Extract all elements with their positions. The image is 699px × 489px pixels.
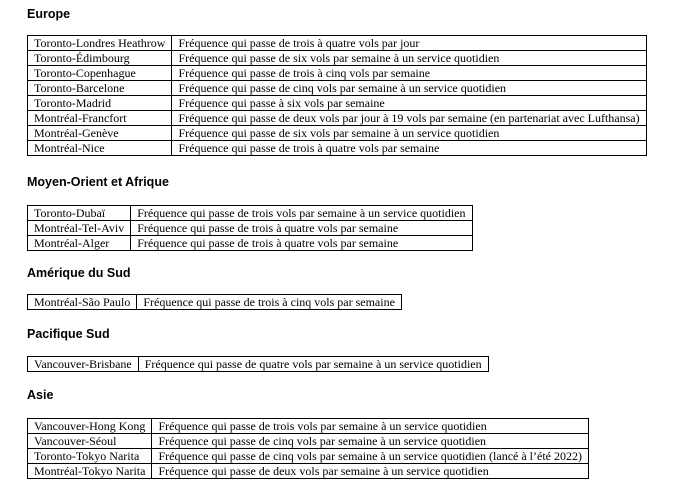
table-row: [28, 464, 589, 479]
table-asia: [27, 418, 589, 479]
route-cell: Toronto-Copenhague: [28, 66, 172, 81]
table-south-pacific: [27, 356, 489, 372]
route-cell: Toronto-Édimbourg: [28, 51, 172, 66]
table-row: [28, 51, 647, 66]
route-cell: Montréal-Alger: [28, 236, 131, 251]
frequency-cell: Fréquence qui passe de trois à cinq vols par semaine: [137, 295, 402, 310]
route-cell: Montréal-Francfort: [28, 111, 172, 126]
route-cell: Montréal-São Paulo: [28, 295, 137, 310]
table-row: [28, 419, 589, 434]
table-row: [28, 221, 473, 236]
table-row: [28, 126, 647, 141]
table-row: [28, 96, 647, 111]
route-cell: Toronto-Madrid: [28, 96, 172, 111]
frequency-cell: Fréquence qui passe de six vols par semaine à un service quotidien: [172, 126, 646, 141]
table-europe: [27, 35, 647, 156]
frequency-cell: Fréquence qui passe de cinq vols par semaine à un service quotidien: [172, 81, 646, 96]
frequency-cell: Fréquence qui passe de cinq vols par semaine à un service quotidien: [152, 434, 589, 449]
frequency-cell: Fréquence qui passe de deux vols par jour à 19 vols par semaine (en partenariat avec Lufthansa): [172, 111, 646, 126]
section-title-south-america: Amérique du Sud: [27, 266, 131, 280]
route-cell: Montréal-Tel-Aviv: [28, 221, 131, 236]
table-middle-east-africa: [27, 205, 473, 251]
table-row: [28, 111, 647, 126]
table-row: [28, 357, 489, 372]
frequency-cell: Fréquence qui passe de trois à quatre vols par semaine: [131, 221, 472, 236]
route-cell: Vancouver-Hong Kong: [28, 419, 152, 434]
route-cell: Toronto-Barcelone: [28, 81, 172, 96]
section-title-europe: Europe: [27, 7, 71, 21]
section-title-south-pacific: Pacifique Sud: [27, 327, 110, 341]
table-row: [28, 434, 589, 449]
route-cell: Vancouver-Brisbane: [28, 357, 139, 372]
route-cell: Montréal-Genève: [28, 126, 172, 141]
frequency-cell: Fréquence qui passe de trois vols par semaine à un service quotidien: [131, 206, 472, 221]
section-title-middle-east-africa: Moyen-Orient et Afrique: [27, 175, 169, 189]
table-row: [28, 36, 647, 51]
table-row: [28, 206, 473, 221]
frequency-cell: Fréquence qui passe de trois à cinq vols par semaine: [172, 66, 646, 81]
frequency-cell: Fréquence qui passe de trois vols par semaine à un service quotidien: [152, 419, 589, 434]
frequency-cell: Fréquence qui passe de trois à quatre vols par semaine: [172, 141, 646, 156]
table-row: [28, 81, 647, 96]
frequency-cell: Fréquence qui passe de cinq vols par semaine à un service quotidien (lancé à l’été 2022): [152, 449, 589, 464]
route-cell: Toronto-Londres Heathrow: [28, 36, 172, 51]
table-row: [28, 449, 589, 464]
section-title-asia: Asie: [27, 388, 54, 402]
route-cell: Toronto-Tokyo Narita: [28, 449, 152, 464]
route-cell: Toronto-Dubaï: [28, 206, 131, 221]
frequency-cell: Fréquence qui passe de deux vols par semaine à un service quotidien: [152, 464, 589, 479]
frequency-cell: Fréquence qui passe à six vols par semaine: [172, 96, 646, 111]
route-cell: Vancouver-Séoul: [28, 434, 152, 449]
frequency-cell: Fréquence qui passe de quatre vols par semaine à un service quotidien: [138, 357, 488, 372]
frequency-cell: Fréquence qui passe de six vols par semaine à un service quotidien: [172, 51, 646, 66]
frequency-cell: Fréquence qui passe de trois à quatre vols par semaine: [131, 236, 472, 251]
route-cell: Montréal-Nice: [28, 141, 172, 156]
table-south-america: [27, 294, 402, 310]
route-cell: Montréal-Tokyo Narita: [28, 464, 152, 479]
table-row: [28, 141, 647, 156]
table-row: [28, 66, 647, 81]
table-row: [28, 295, 402, 310]
frequency-cell: Fréquence qui passe de trois à quatre vols par jour: [172, 36, 646, 51]
table-row: [28, 236, 473, 251]
